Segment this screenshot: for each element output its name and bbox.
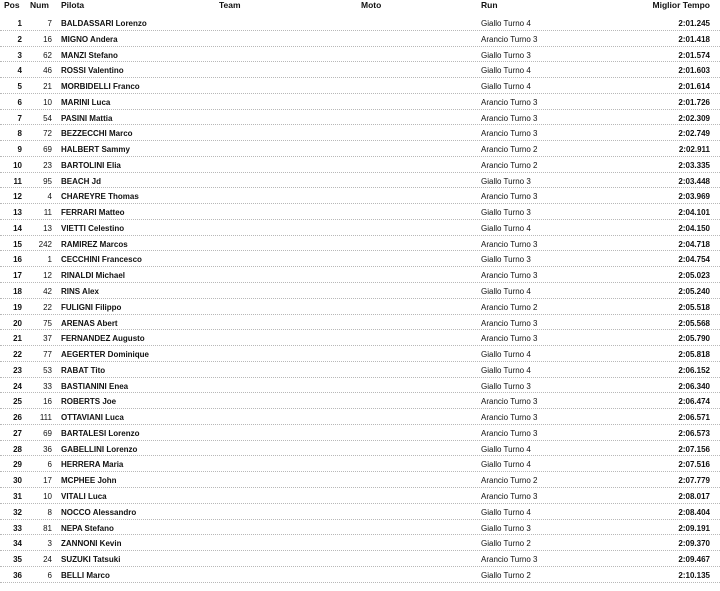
cell-miglior-tempo: 2:03.335 <box>678 160 710 170</box>
table-row <box>0 141 720 157</box>
cell-pos: 13 <box>13 208 22 218</box>
table-row <box>0 47 720 63</box>
cell-num: 69 <box>43 428 52 438</box>
table-row <box>0 456 720 472</box>
cell-pos: 24 <box>13 381 22 391</box>
cell-pos: 23 <box>13 365 22 375</box>
table-row <box>0 393 720 409</box>
cell-pilota: RINALDI Michael <box>61 271 126 281</box>
cell-pos: 31 <box>13 491 22 501</box>
cell-pos: 16 <box>13 255 22 265</box>
cell-run: Arancio Turno 3 <box>481 97 538 107</box>
table-row <box>0 283 720 299</box>
header-team: Team <box>219 0 241 10</box>
cell-pilota: FERRARI Matteo <box>61 208 125 218</box>
cell-miglior-tempo: 2:07.516 <box>678 460 710 470</box>
cell-pilota: OTTAVIANI Luca <box>61 413 124 423</box>
header-miglior-tempo: Miglior Tempo <box>652 0 710 10</box>
cell-pos: 27 <box>13 428 22 438</box>
cell-miglior-tempo: 2:05.023 <box>678 271 710 281</box>
cell-run: Giallo Turno 4 <box>481 66 531 76</box>
cell-pos: 35 <box>13 555 22 565</box>
cell-num: 16 <box>43 397 52 407</box>
table-row <box>0 299 720 315</box>
cell-run: Giallo Turno 2 <box>481 539 531 549</box>
cell-miglior-tempo: 2:04.101 <box>678 208 710 218</box>
cell-num: 36 <box>43 444 52 454</box>
table-row <box>0 425 720 441</box>
cell-pilota: MARINI Luca <box>61 97 111 107</box>
cell-pilota: SUZUKI Tatsuki <box>61 555 121 565</box>
cell-pilota: NEPA Stefano <box>61 523 114 533</box>
cell-pilota: BEZZECCHI Marco <box>61 129 133 139</box>
cell-pilota: VIETTI Celestino <box>61 223 125 233</box>
cell-run: Giallo Turno 4 <box>481 350 531 360</box>
cell-pos: 33 <box>13 523 22 533</box>
cell-run: Arancio Turno 3 <box>481 318 538 328</box>
cell-run: Giallo Turno 3 <box>481 523 531 533</box>
cell-run: Arancio Turno 3 <box>481 34 538 44</box>
table-header <box>0 0 720 12</box>
cell-miglior-tempo: 2:05.818 <box>678 350 710 360</box>
table-row <box>0 315 720 331</box>
cell-miglior-tempo: 2:05.240 <box>678 287 710 297</box>
cell-pos: 29 <box>13 460 22 470</box>
cell-num: 62 <box>43 50 52 60</box>
cell-pilota: MANZI Stefano <box>61 50 118 60</box>
cell-pos: 32 <box>13 507 22 517</box>
cell-pos: 7 <box>17 113 22 123</box>
cell-pos: 21 <box>13 334 22 344</box>
cell-pilota: BARTOLINI Elia <box>61 160 121 170</box>
cell-miglior-tempo: 2:05.518 <box>678 302 710 312</box>
cell-miglior-tempo: 2:09.467 <box>678 555 710 565</box>
cell-pos: 10 <box>13 160 22 170</box>
cell-miglior-tempo: 2:09.370 <box>678 539 710 549</box>
cell-pos: 25 <box>13 397 22 407</box>
cell-miglior-tempo: 2:04.150 <box>678 223 710 233</box>
cell-num: 95 <box>43 176 52 186</box>
cell-run: Arancio Turno 3 <box>481 192 538 202</box>
cell-pilota: CECCHINI Francesco <box>61 255 142 265</box>
cell-num: 23 <box>43 160 52 170</box>
cell-miglior-tempo: 2:06.571 <box>678 413 710 423</box>
table-row <box>0 551 720 567</box>
table-row <box>0 62 720 78</box>
cell-pilota: RABAT Tito <box>61 365 106 375</box>
cell-pilota: NOCCO Alessandro <box>61 507 137 517</box>
cell-num: 81 <box>43 523 52 533</box>
cell-pos: 5 <box>17 82 22 92</box>
cell-miglior-tempo: 2:03.448 <box>678 176 710 186</box>
table-row <box>0 125 720 141</box>
cell-pilota: RINS Alex <box>61 287 99 297</box>
table-row <box>0 220 720 236</box>
cell-run: Giallo Turno 4 <box>481 82 531 92</box>
cell-miglior-tempo: 2:02.911 <box>678 145 710 155</box>
cell-num: 72 <box>43 129 52 139</box>
table-row <box>0 567 720 583</box>
cell-run: Arancio Turno 3 <box>481 334 538 344</box>
cell-pilota: PASINI Mattia <box>61 113 113 123</box>
cell-num: 7 <box>47 19 52 28</box>
cell-num: 6 <box>47 570 52 580</box>
cell-num: 242 <box>38 239 52 249</box>
cell-pos: 2 <box>17 34 22 44</box>
table-row <box>0 441 720 457</box>
cell-run: Arancio Turno 3 <box>481 491 538 501</box>
cell-num: 111 <box>39 413 52 423</box>
cell-miglior-tempo: 2:08.404 <box>678 507 710 517</box>
cell-run: Arancio Turno 3 <box>481 397 538 407</box>
table-row <box>0 110 720 126</box>
cell-num: 24 <box>43 555 52 565</box>
cell-run: Giallo Turno 4 <box>481 444 531 454</box>
header-num: Num <box>30 0 49 10</box>
table-row <box>0 504 720 520</box>
results-table-body <box>0 15 720 583</box>
table-row <box>0 346 720 362</box>
cell-run: Giallo Turno 3 <box>481 50 531 60</box>
cell-pilota: HERRERA Maria <box>61 460 124 470</box>
table-row <box>0 204 720 220</box>
table-row <box>0 409 720 425</box>
cell-miglior-tempo: 2:01.614 <box>678 82 710 92</box>
table-row <box>0 188 720 204</box>
cell-miglior-tempo: 2:06.152 <box>678 365 710 375</box>
cell-run: Giallo Turno 3 <box>481 176 531 186</box>
cell-pos: 30 <box>13 476 22 486</box>
cell-run: Arancio Turno 3 <box>481 428 538 438</box>
cell-miglior-tempo: 2:09.191 <box>678 523 710 533</box>
cell-run: Giallo Turno 4 <box>481 287 531 297</box>
header-pos: Pos <box>4 0 20 10</box>
cell-num: 69 <box>43 145 52 155</box>
cell-num: 53 <box>43 365 52 375</box>
cell-run: Giallo Turno 3 <box>481 381 531 391</box>
cell-miglior-tempo: 2:01.418 <box>678 34 710 44</box>
header-moto: Moto <box>361 0 382 10</box>
cell-pilota: ZANNONI Kevin <box>61 539 122 549</box>
table-row <box>0 472 720 488</box>
table-row <box>0 535 720 551</box>
cell-pilota: HALBERT Sammy <box>61 145 130 155</box>
cell-run: Giallo Turno 4 <box>481 460 531 470</box>
cell-pilota: FERNANDEZ Augusto <box>61 334 145 344</box>
cell-num: 17 <box>43 476 52 486</box>
cell-miglior-tempo: 2:04.754 <box>678 255 710 265</box>
cell-pos: 9 <box>17 145 22 155</box>
cell-num: 33 <box>43 381 52 391</box>
cell-run: Arancio Turno 3 <box>481 271 538 281</box>
cell-pos: 1 <box>17 19 22 28</box>
cell-run: Giallo Turno 4 <box>481 223 531 233</box>
cell-pilota: MCPHEE John <box>61 476 117 486</box>
cell-num: 8 <box>47 507 52 517</box>
cell-miglior-tempo: 2:07.779 <box>678 476 710 486</box>
cell-pos: 14 <box>13 223 22 233</box>
cell-run: Giallo Turno 3 <box>481 255 531 265</box>
table-row <box>0 173 720 189</box>
cell-pilota: BEACH Jd <box>61 176 102 186</box>
cell-pos: 34 <box>13 539 22 549</box>
cell-pilota: BALDASSARI Lorenzo <box>61 19 147 28</box>
cell-pilota: GABELLINI Lorenzo <box>61 444 138 454</box>
cell-miglior-tempo: 2:02.749 <box>678 129 710 139</box>
cell-pos: 20 <box>13 318 22 328</box>
cell-num: 3 <box>47 539 52 549</box>
cell-pos: 11 <box>13 176 22 186</box>
table-row <box>0 362 720 378</box>
cell-pilota: BARTALESI Lorenzo <box>61 428 140 438</box>
cell-run: Arancio Turno 3 <box>481 239 538 249</box>
cell-pos: 26 <box>13 413 22 423</box>
cell-num: 54 <box>43 113 52 123</box>
cell-run: Giallo Turno 4 <box>481 365 531 375</box>
cell-miglior-tempo: 2:01.726 <box>678 97 710 107</box>
cell-miglior-tempo: 2:07.156 <box>678 444 710 454</box>
cell-run: Arancio Turno 2 <box>481 302 538 312</box>
cell-run: Giallo Turno 2 <box>481 570 531 580</box>
cell-pilota: RAMIREZ Marcos <box>61 239 128 249</box>
cell-pilota: MIGNO Andera <box>61 34 118 44</box>
cell-pilota: BASTIANINI Enea <box>61 381 129 391</box>
cell-pilota: AEGERTER Dominique <box>61 350 150 360</box>
cell-pilota: VITALI Luca <box>61 491 107 501</box>
cell-num: 1 <box>47 255 52 265</box>
cell-pos: 12 <box>13 192 22 202</box>
cell-num: 4 <box>47 192 52 202</box>
cell-pos: 28 <box>13 444 22 454</box>
cell-num: 75 <box>43 318 52 328</box>
cell-pilota: ARENAS Abert <box>61 318 118 328</box>
cell-miglior-tempo: 2:06.573 <box>678 428 710 438</box>
table-row <box>0 267 720 283</box>
cell-pilota: FULIGNI Filippo <box>61 302 122 312</box>
table-row <box>0 15 720 31</box>
cell-pos: 6 <box>17 97 22 107</box>
table-row <box>0 78 720 94</box>
cell-miglior-tempo: 2:06.340 <box>678 381 710 391</box>
cell-miglior-tempo: 2:10.135 <box>678 570 710 580</box>
cell-num: 13 <box>43 223 52 233</box>
table-row <box>0 251 720 267</box>
cell-pos: 8 <box>17 129 22 139</box>
cell-num: 10 <box>43 97 52 107</box>
cell-pos: 36 <box>13 570 22 580</box>
table-row <box>0 520 720 536</box>
cell-run: Arancio Turno 3 <box>481 129 538 139</box>
cell-run: Arancio Turno 2 <box>481 160 538 170</box>
table-row <box>0 236 720 252</box>
cell-num: 37 <box>43 334 52 344</box>
cell-miglior-tempo: 2:05.568 <box>678 318 710 328</box>
cell-miglior-tempo: 2:03.969 <box>678 192 710 202</box>
cell-pilota: MORBIDELLI Franco <box>61 82 140 92</box>
cell-miglior-tempo: 2:06.474 <box>678 397 710 407</box>
cell-pos: 15 <box>13 239 22 249</box>
cell-run: Giallo Turno 3 <box>481 208 531 218</box>
table-row <box>0 330 720 346</box>
cell-run: Arancio Turno 2 <box>481 476 538 486</box>
cell-run: Arancio Turno 3 <box>481 413 538 423</box>
header-run: Run <box>481 0 498 10</box>
table-row <box>0 157 720 173</box>
cell-miglior-tempo: 2:08.017 <box>678 491 710 501</box>
cell-pos: 3 <box>17 50 22 60</box>
cell-pilota: CHAREYRE Thomas <box>61 192 139 202</box>
cell-miglior-tempo: 2:01.574 <box>678 50 710 60</box>
header-pilota: Pilota <box>61 0 85 10</box>
cell-num: 10 <box>43 491 52 501</box>
cell-pilota: BELLI Marco <box>61 570 110 580</box>
table-row <box>0 378 720 394</box>
cell-num: 16 <box>43 34 52 44</box>
cell-run: Arancio Turno 3 <box>481 113 538 123</box>
table-row <box>0 31 720 47</box>
table-row <box>0 94 720 110</box>
cell-num: 12 <box>43 271 52 281</box>
cell-miglior-tempo: 2:05.790 <box>678 334 710 344</box>
cell-pilota: ROBERTS Joe <box>61 397 117 407</box>
cell-run: Arancio Turno 3 <box>481 555 538 565</box>
cell-miglior-tempo: 2:04.718 <box>678 239 710 249</box>
cell-pos: 4 <box>17 66 22 76</box>
cell-num: 42 <box>43 287 52 297</box>
cell-run: Giallo Turno 4 <box>481 507 531 517</box>
cell-pos: 18 <box>13 287 22 297</box>
cell-num: 46 <box>43 66 52 76</box>
cell-miglior-tempo: 2:01.245 <box>678 19 710 28</box>
table-row <box>0 488 720 504</box>
cell-num: 77 <box>43 350 52 360</box>
cell-miglior-tempo: 2:02.309 <box>678 113 710 123</box>
cell-pos: 22 <box>13 350 22 360</box>
cell-pos: 19 <box>13 302 22 312</box>
cell-num: 6 <box>47 460 52 470</box>
cell-num: 11 <box>43 208 52 218</box>
cell-run: Arancio Turno 2 <box>481 145 538 155</box>
cell-num: 21 <box>43 82 52 92</box>
cell-num: 22 <box>43 302 52 312</box>
cell-run: Giallo Turno 4 <box>481 19 531 28</box>
cell-miglior-tempo: 2:01.603 <box>678 66 710 76</box>
cell-pilota: ROSSI Valentino <box>61 66 124 76</box>
cell-pos: 17 <box>13 271 22 281</box>
